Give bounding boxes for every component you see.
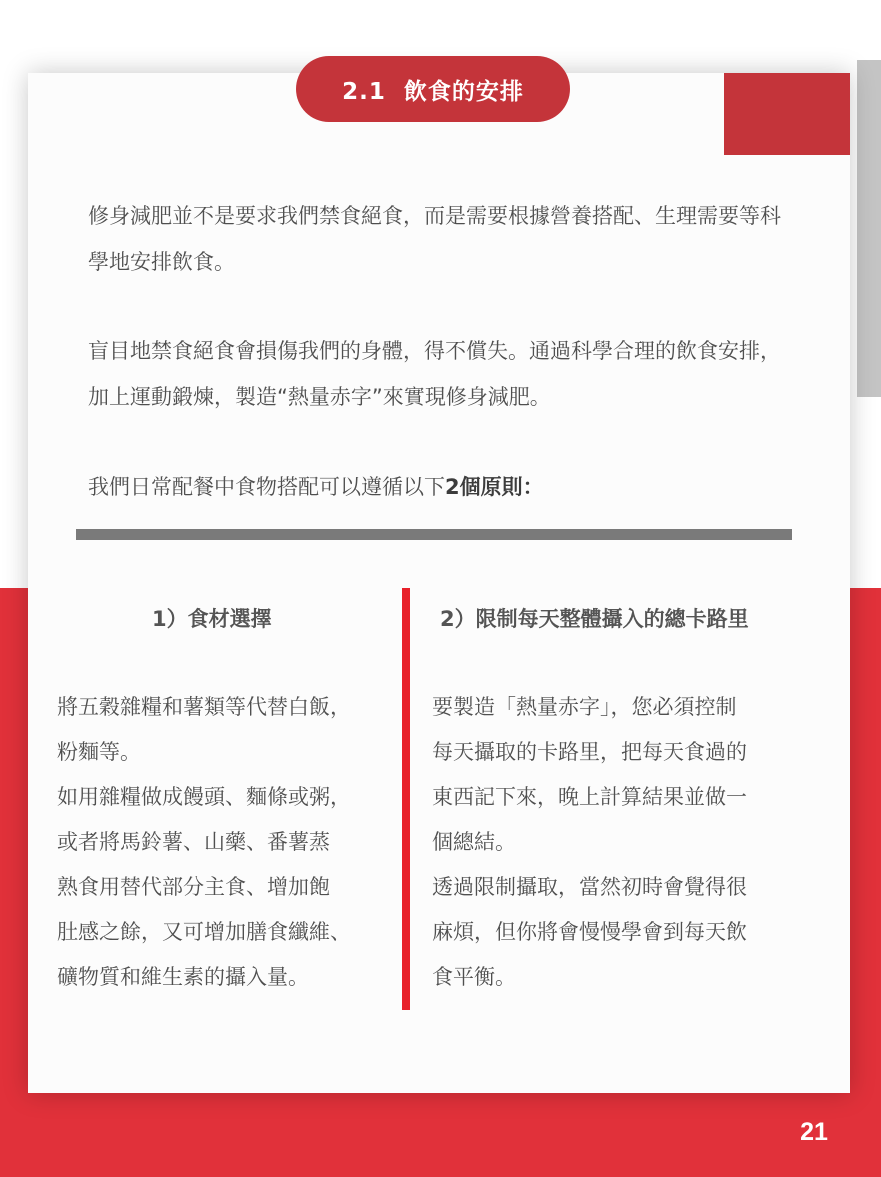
column-2-line: 東西記下來，晚上計算結果並做一 bbox=[432, 785, 747, 809]
column-1-line: 熟食用替代部分主食、增加飽 bbox=[57, 875, 330, 899]
page-number: 21 bbox=[800, 1118, 828, 1146]
column-2-line: 要製造「熱量赤字」，您必須控制 bbox=[432, 695, 737, 719]
section-title bbox=[342, 73, 524, 106]
column-2-heading: 2）限制每天整體攝入的總卡路里 bbox=[440, 607, 749, 631]
column-2-body bbox=[432, 685, 747, 1000]
section-title-text: 飲食的安排 bbox=[403, 78, 524, 105]
principles-intro-bold: 2個原則： bbox=[445, 475, 544, 499]
column-1-line: 或者將馬鈴薯、山藥、番薯蒸 bbox=[57, 830, 330, 854]
column-2-line: 透過限制攝取，當然初時會覺得很 bbox=[432, 875, 747, 899]
column-1-heading: 1）食材選擇 bbox=[152, 607, 272, 631]
intro-paragraph: 修身減肥並不是要求我們禁食絕食，而是需要根據營養搭配、生理需要等科學地安排飲食。 bbox=[88, 204, 781, 274]
column-divider bbox=[402, 588, 410, 1010]
column-1-line: 如用雜糧做成饅頭、麵條或粥， bbox=[57, 785, 351, 809]
column-1-line: 粉麵等。 bbox=[57, 740, 141, 764]
principles-intro-text: 我們日常配餐中食物搭配可以遵循以下 bbox=[88, 475, 445, 499]
column-1-line: 肚感之餘，又可增加膳食纖維、 bbox=[57, 920, 351, 944]
column-2-line: 食平衡。 bbox=[432, 965, 516, 989]
column-1-line: 將五穀雜糧和薯類等代替白飯， bbox=[57, 695, 351, 719]
column-2-line: 麻煩，但你將會慢慢學會到每天飲 bbox=[432, 920, 747, 944]
column-2-line: 個總結。 bbox=[432, 830, 516, 854]
section-divider-rule bbox=[76, 529, 792, 540]
section-number: 2.1 bbox=[342, 78, 386, 105]
section-title-pill bbox=[296, 56, 570, 122]
column-1-body bbox=[57, 685, 351, 1000]
corner-accent-block bbox=[724, 73, 850, 155]
column-1-line: 礦物質和維生素的攝入量。 bbox=[57, 965, 309, 989]
reason-paragraph: 盲目地禁食絕食會損傷我們的身體，得不償失。通過科學合理的飲食安排，加上運動鍛煉，製造“熱量赤字”來實現修身減肥。 bbox=[88, 339, 781, 409]
principles-intro bbox=[88, 464, 800, 510]
scrollbar[interactable] bbox=[857, 60, 881, 397]
column-2-line: 每天攝取的卡路里，把每天食過的 bbox=[432, 740, 747, 764]
